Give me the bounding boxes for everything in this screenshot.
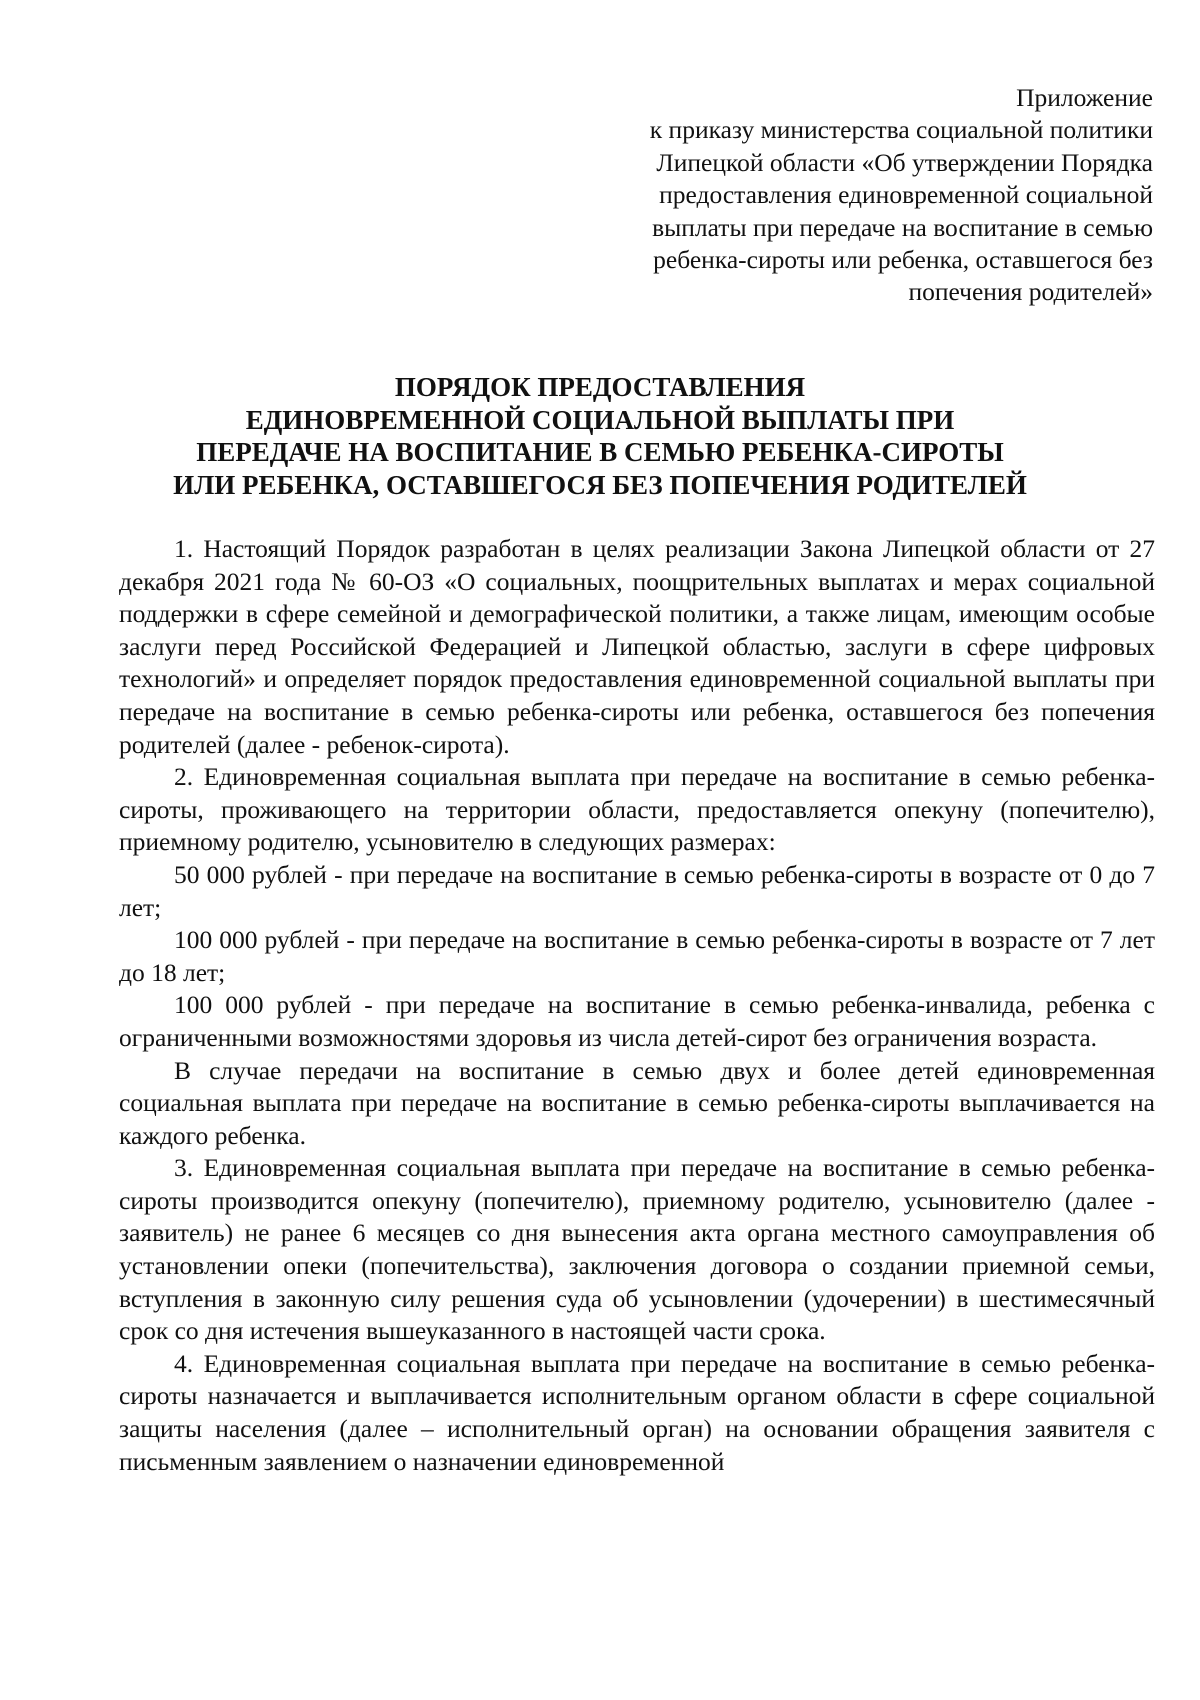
appendix-line: попечения родителей» bbox=[908, 277, 1153, 307]
title-line: ЕДИНОВРЕМЕННОЙ СОЦИАЛЬНОЙ ВЫПЛАТЫ ПРИ bbox=[245, 404, 955, 435]
document-title bbox=[0, 371, 1200, 501]
amount-item-2: 100 000 рублей - при передаче на воспитание в семью ребенка-сироты в возрасте от 7 лет до 18 лет; bbox=[119, 925, 1155, 987]
paragraph-multiple-children: В случае передачи на воспитание в семью двух и более детей единовременная социальная выплата при передаче на воспитание в семью ребенка-сироты выплачивается на каждого ребенка. bbox=[119, 1055, 1155, 1150]
appendix-line: ребенка-сироты или ребенка, оставшегося без bbox=[653, 245, 1153, 275]
document-body bbox=[119, 533, 1155, 1478]
paragraph-3: 3. Единовременная социальная выплата при передаче на воспитание в семью ребенка-сироты производится опекуну (попечителю), приемному родителю, усыновителю (далее - заявитель) не ранее 6 месяцев со дня вынесения акта органа местного самоуправления об установлении опеки (попечительства), заключения договора о создании приемной семьи, вступления в законную силу решения суда об усыновлении (удочерении) в шестимесячный срок со дня истечения вышеуказанного в настоящей части срока. bbox=[119, 1153, 1155, 1346]
paragraph-2: 2. Единовременная социальная выплата при передаче на воспитание в семью ребенка-сироты, проживающего на территории области, предоставляется опекуну (попечителю), приемному родителю, усыновителю в следующих размерах: bbox=[119, 762, 1155, 857]
amount-item-1: 50 000 рублей - при передаче на воспитание в семью ребенка-сироты в возрасте от 0 до 7 лет; bbox=[119, 859, 1155, 922]
title-line: ПЕРЕДАЧЕ НА ВОСПИТАНИЕ В СЕМЬЮ РЕБЕНКА-СИРОТЫ bbox=[196, 437, 1004, 467]
title-line: ПОРЯДОК ПРЕДОСТАВЛЕНИЯ bbox=[394, 372, 806, 402]
paragraph-4: 4. Единовременная социальная выплата при передаче на воспитание в семью ребенка-сироты назначается и выплачивается исполнительным органом области в сфере социальной защиты населения (далее – исполнительный орган) на основании обращения заявителя с письменным заявлением о назначении единовременной bbox=[119, 1348, 1155, 1476]
appendix-block bbox=[573, 82, 1153, 309]
amount-item-3: 100 000 рублей - при передаче на воспитание в семью ребенка-инвалида, ребенка с ограниченными возможностями здоровья из числа детей-сирот без ограничения возраста. bbox=[119, 990, 1155, 1052]
paragraph-1: 1. Настоящий Порядок разработан в целях реализации Закона Липецкой области от 27 декабря 2021 года № 60-ОЗ «О социальных, поощрительных выплатах и мерах социальной поддержки в сфере семейной и демографической политики, а также лицам, имеющим особые заслуги перед Российской Федерацией и Липецкой областью, заслуги в сфере цифровых технологий» и определяет порядок предоставления единовременной социальной выплаты при передаче на воспитание в семью ребенка-сироты или ребенка, оставшегося без попечения родителей (далее - ребенок-сирота). bbox=[119, 534, 1155, 759]
appendix-line: к приказу министерства социальной политики bbox=[649, 115, 1153, 145]
appendix-line: Липецкой области «Об утверждении Порядка bbox=[656, 147, 1153, 177]
appendix-line: выплаты при передаче на воспитание в семью bbox=[652, 212, 1153, 242]
appendix-line: Приложение bbox=[1016, 83, 1153, 112]
appendix-line: предоставления единовременной социальной bbox=[659, 180, 1153, 210]
title-line: ИЛИ РЕБЕНКА, ОСТАВШЕГОСЯ БЕЗ ПОПЕЧЕНИЯ РОДИТЕЛЕЙ bbox=[173, 469, 1027, 500]
